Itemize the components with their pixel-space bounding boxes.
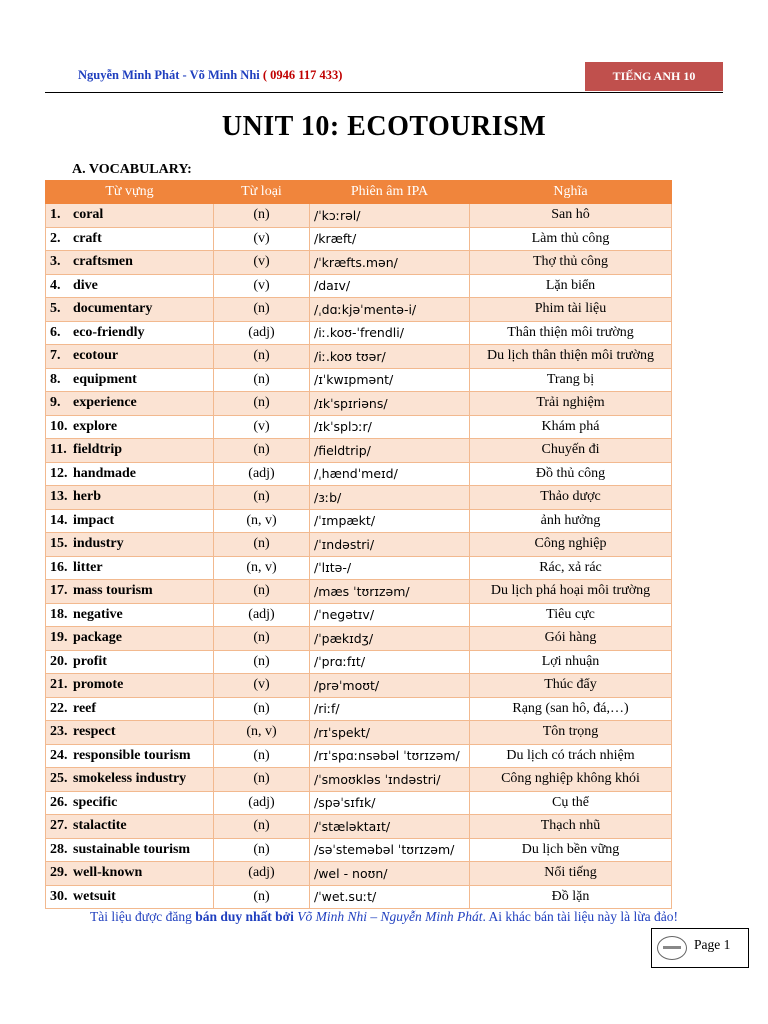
row-number: 5. [50, 301, 61, 317]
table-row [46, 768, 672, 792]
cell-ipa: /ˈkɔːrəl/ [310, 204, 470, 228]
footer-part2: bán duy nhất bởi [195, 909, 294, 924]
header-authors [78, 68, 342, 83]
cell-ipa: /ˈlɪtə-/ [310, 556, 470, 580]
table-row [46, 603, 672, 627]
cell-pos: (n) [214, 838, 310, 862]
cell-ipa: /ˌdɑːkjəˈmentə-i/ [310, 298, 470, 322]
cell-meaning: Phim tài liệu [470, 298, 672, 322]
header-pos: Từ loại [214, 181, 310, 204]
table-row [46, 721, 672, 745]
cell-ipa: /ˈsmoʊkləs ˈɪndəstri/ [310, 768, 470, 792]
publisher-logo-icon [657, 936, 687, 960]
cell-meaning: Công nghiệp không khói [470, 768, 672, 792]
cell-ipa: /ˌhændˈmeɪd/ [310, 462, 470, 486]
cell-pos: (adj) [214, 862, 310, 886]
cell-pos: (v) [214, 251, 310, 275]
row-number: 9. [50, 395, 61, 411]
cell-ipa: /rɪˈspɑːnsəbəl ˈtʊrɪzəm/ [310, 744, 470, 768]
cell-meaning: Du lịch thân thiện môi trường [470, 345, 672, 369]
table-row [46, 462, 672, 486]
cell-meaning: Du lịch có trách nhiệm [470, 744, 672, 768]
cell-ipa: /kræft/ [310, 227, 470, 251]
vocab-word: mass tourism [73, 583, 153, 599]
page-number: Page 1 [694, 937, 731, 952]
vocab-word: herb [73, 489, 101, 505]
cell-meaning: Thạch nhũ [470, 815, 672, 839]
cell-pos: (n) [214, 392, 310, 416]
table-row [46, 439, 672, 463]
cell-word [46, 627, 214, 651]
cell-meaning: Thân thiện môi trường [470, 321, 672, 345]
table-row [46, 251, 672, 275]
table-row [46, 674, 672, 698]
cell-meaning: Làm thủ công [470, 227, 672, 251]
row-number: 10. [50, 418, 68, 434]
table-row [46, 556, 672, 580]
vocab-word: well-known [73, 865, 143, 881]
author-phone: ( 0946 117 433) [262, 68, 343, 82]
cell-meaning: Cụ thể [470, 791, 672, 815]
row-number: 23. [50, 724, 68, 740]
cell-ipa: /wel - noʊn/ [310, 862, 470, 886]
table-row [46, 204, 672, 228]
cell-pos: (n) [214, 298, 310, 322]
vocab-word: ecotour [73, 348, 119, 364]
cell-ipa: /ˈwet.suːt/ [310, 885, 470, 909]
table-row [46, 838, 672, 862]
cell-word [46, 674, 214, 698]
cell-pos: (n) [214, 815, 310, 839]
cell-meaning: Du lịch phá hoại môi trường [470, 580, 672, 604]
cell-meaning: Thúc đẩy [470, 674, 672, 698]
cell-word [46, 838, 214, 862]
cell-meaning: Tiêu cực [470, 603, 672, 627]
cell-ipa: /prəˈmoʊt/ [310, 674, 470, 698]
table-row [46, 415, 672, 439]
cell-pos: (n) [214, 439, 310, 463]
cell-meaning: Đồ thủ công [470, 462, 672, 486]
cell-meaning: Trải nghiệm [470, 392, 672, 416]
cell-pos: (v) [214, 274, 310, 298]
cell-word [46, 298, 214, 322]
header-word: Từ vựng [46, 181, 214, 204]
cell-word [46, 768, 214, 792]
cell-pos: (n) [214, 768, 310, 792]
cell-word [46, 392, 214, 416]
cell-ipa: /ɜːb/ [310, 486, 470, 510]
row-number: 3. [50, 254, 61, 270]
cell-word [46, 533, 214, 557]
row-number: 30. [50, 888, 68, 904]
header-meaning: Nghĩa [470, 181, 672, 204]
cell-word [46, 368, 214, 392]
row-number: 1. [50, 207, 61, 223]
row-number: 13. [50, 489, 68, 505]
vocab-word: package [73, 630, 122, 646]
table-row [46, 509, 672, 533]
vocab-word: sustainable tourism [73, 841, 191, 857]
cell-pos: (n, v) [214, 556, 310, 580]
cell-ipa: /rɪˈspekt/ [310, 721, 470, 745]
vocab-word: smokeless industry [73, 771, 187, 787]
cell-pos: (n) [214, 580, 310, 604]
cell-pos: (adj) [214, 321, 310, 345]
row-number: 19. [50, 630, 68, 646]
table-row [46, 862, 672, 886]
cell-pos: (n) [214, 650, 310, 674]
author-names: Nguyễn Minh Phát - Võ Minh Nhi [78, 68, 260, 82]
cell-meaning: ảnh hưởng [470, 509, 672, 533]
table-row [46, 486, 672, 510]
cell-word [46, 251, 214, 275]
table-header-row [46, 181, 672, 204]
row-number: 2. [50, 230, 61, 246]
cell-meaning: Lặn biển [470, 274, 672, 298]
cell-pos: (n) [214, 533, 310, 557]
vocab-word: wetsuit [73, 888, 116, 904]
cell-word [46, 885, 214, 909]
cell-ipa: /ˈɪndəstri/ [310, 533, 470, 557]
cell-pos: (adj) [214, 791, 310, 815]
vocab-word: craft [73, 230, 102, 246]
vocab-word: explore [73, 418, 118, 434]
cell-word [46, 274, 214, 298]
vocab-word: fieldtrip [73, 442, 122, 458]
cell-meaning: Nổi tiếng [470, 862, 672, 886]
cell-meaning: Đồ lặn [470, 885, 672, 909]
footer-part4: . Ai khác bán tài liệu này là lừa đảo! [482, 909, 678, 924]
footer-part3: Võ Minh Nhi – Nguyễn Minh Phát [297, 909, 483, 924]
subject-badge: TIẾNG ANH 10 [585, 62, 723, 91]
table-row [46, 533, 672, 557]
cell-ipa: /ˈneɡətɪv/ [310, 603, 470, 627]
cell-pos: (n) [214, 885, 310, 909]
row-number: 22. [50, 700, 68, 716]
row-number: 12. [50, 465, 68, 481]
row-number: 20. [50, 653, 68, 669]
table-body [46, 204, 672, 909]
vocab-word: responsible tourism [73, 747, 191, 763]
row-number: 11. [50, 442, 67, 458]
cell-pos: (n) [214, 627, 310, 651]
cell-word [46, 697, 214, 721]
vocab-word: eco-friendly [73, 324, 145, 340]
cell-word [46, 603, 214, 627]
row-number: 6. [50, 324, 61, 340]
vocab-word: coral [73, 207, 104, 223]
cell-pos: (n, v) [214, 509, 310, 533]
cell-word [46, 721, 214, 745]
table-row [46, 650, 672, 674]
cell-meaning: Thảo dược [470, 486, 672, 510]
cell-meaning: Rạng (san hô, đá,…) [470, 697, 672, 721]
cell-ipa: /spəˈsɪfɪk/ [310, 791, 470, 815]
vocab-word: specific [73, 794, 118, 810]
vocabulary-table [45, 180, 672, 909]
table-row [46, 298, 672, 322]
cell-word [46, 744, 214, 768]
row-number: 17. [50, 583, 68, 599]
cell-word [46, 580, 214, 604]
table-row [46, 697, 672, 721]
cell-ipa: /iː.koʊ tʊər/ [310, 345, 470, 369]
cell-meaning: Khám phá [470, 415, 672, 439]
footer-note [0, 909, 768, 925]
table-row [46, 392, 672, 416]
vocab-word: craftsmen [73, 254, 133, 270]
row-number: 26. [50, 794, 68, 810]
vocab-word: industry [73, 536, 124, 552]
cell-word [46, 415, 214, 439]
page-header [45, 62, 723, 93]
cell-pos: (v) [214, 674, 310, 698]
page-number-box [651, 928, 749, 968]
cell-word [46, 556, 214, 580]
cell-word [46, 791, 214, 815]
vocab-word: documentary [73, 301, 153, 317]
cell-word [46, 204, 214, 228]
table-row [46, 791, 672, 815]
cell-meaning: Rác, xả rác [470, 556, 672, 580]
cell-meaning: San hô [470, 204, 672, 228]
header-ipa: Phiên âm IPA [310, 181, 470, 204]
vocab-word: promote [73, 677, 124, 693]
table-row [46, 227, 672, 251]
table-row [46, 815, 672, 839]
cell-word [46, 439, 214, 463]
cell-meaning: Trang bị [470, 368, 672, 392]
vocab-word: profit [73, 653, 107, 669]
table-row [46, 321, 672, 345]
cell-ipa: /ˈkræfts.mən/ [310, 251, 470, 275]
cell-ipa: /ˈstæləktaɪt/ [310, 815, 470, 839]
row-number: 29. [50, 865, 68, 881]
table-row [46, 885, 672, 909]
table-row [46, 345, 672, 369]
cell-meaning: Tôn trọng [470, 721, 672, 745]
table-row [46, 744, 672, 768]
row-number: 24. [50, 747, 68, 763]
vocab-word: respect [73, 724, 116, 740]
row-number: 4. [50, 277, 61, 293]
table-row [46, 580, 672, 604]
footer-part1: Tài liệu được đăng [90, 909, 196, 924]
vocab-word: negative [73, 606, 123, 622]
cell-ipa: /daɪv/ [310, 274, 470, 298]
cell-ipa: /ɪkˈspɪriəns/ [310, 392, 470, 416]
cell-ipa: /fieldtrip/ [310, 439, 470, 463]
cell-ipa: /ˈɪmpækt/ [310, 509, 470, 533]
table-row [46, 627, 672, 651]
cell-pos: (n) [214, 204, 310, 228]
vocab-word: handmade [73, 465, 137, 481]
row-number: 25. [50, 771, 68, 787]
page-title: UNIT 10: ECOTOURISM [221, 111, 547, 142]
cell-ipa: /ˈprɑːfɪt/ [310, 650, 470, 674]
cell-pos: (n) [214, 744, 310, 768]
vocab-word: equipment [73, 371, 137, 387]
row-number: 15. [50, 536, 68, 552]
table-row [46, 274, 672, 298]
cell-word [46, 509, 214, 533]
cell-meaning: Thợ thủ công [470, 251, 672, 275]
cell-pos: (adj) [214, 462, 310, 486]
cell-pos: (n) [214, 368, 310, 392]
cell-pos: (v) [214, 415, 310, 439]
cell-ipa: /riːf/ [310, 697, 470, 721]
cell-word [46, 321, 214, 345]
cell-pos: (n) [214, 697, 310, 721]
cell-word [46, 486, 214, 510]
vocab-word: dive [73, 277, 98, 293]
cell-ipa: /mæs ˈtʊrɪzəm/ [310, 580, 470, 604]
cell-meaning: Gói hàng [470, 627, 672, 651]
vocab-word: litter [73, 559, 103, 575]
cell-pos: (n) [214, 345, 310, 369]
row-number: 27. [50, 818, 68, 834]
cell-meaning: Chuyến đi [470, 439, 672, 463]
table-row [46, 368, 672, 392]
cell-ipa: /ˈpækɪdʒ/ [310, 627, 470, 651]
cell-word [46, 462, 214, 486]
cell-ipa: /ɪkˈsplɔːr/ [310, 415, 470, 439]
cell-ipa: /iː.koʊ-ˈfrendli/ [310, 321, 470, 345]
cell-meaning: Du lịch bền vững [470, 838, 672, 862]
row-number: 14. [50, 512, 68, 528]
vocab-word: reef [73, 700, 97, 716]
cell-word [46, 815, 214, 839]
row-number: 28. [50, 841, 68, 857]
section-heading: A. VOCABULARY: [72, 162, 192, 177]
row-number: 8. [50, 371, 61, 387]
row-number: 18. [50, 606, 68, 622]
cell-pos: (n, v) [214, 721, 310, 745]
cell-pos: (n) [214, 486, 310, 510]
vocab-word: impact [73, 512, 115, 528]
cell-ipa: /ɪˈkwɪpmənt/ [310, 368, 470, 392]
cell-meaning: Lợi nhuận [470, 650, 672, 674]
cell-word [46, 345, 214, 369]
cell-word [46, 227, 214, 251]
cell-word [46, 862, 214, 886]
cell-pos: (adj) [214, 603, 310, 627]
row-number: 16. [50, 559, 68, 575]
cell-meaning: Công nghiệp [470, 533, 672, 557]
row-number: 7. [50, 348, 61, 364]
vocab-word: stalactite [73, 818, 127, 834]
row-number: 21. [50, 677, 68, 693]
cell-pos: (v) [214, 227, 310, 251]
cell-word [46, 650, 214, 674]
vocab-word: experience [73, 395, 137, 411]
cell-ipa: /səˈsteməbəl ˈtʊrɪzəm/ [310, 838, 470, 862]
